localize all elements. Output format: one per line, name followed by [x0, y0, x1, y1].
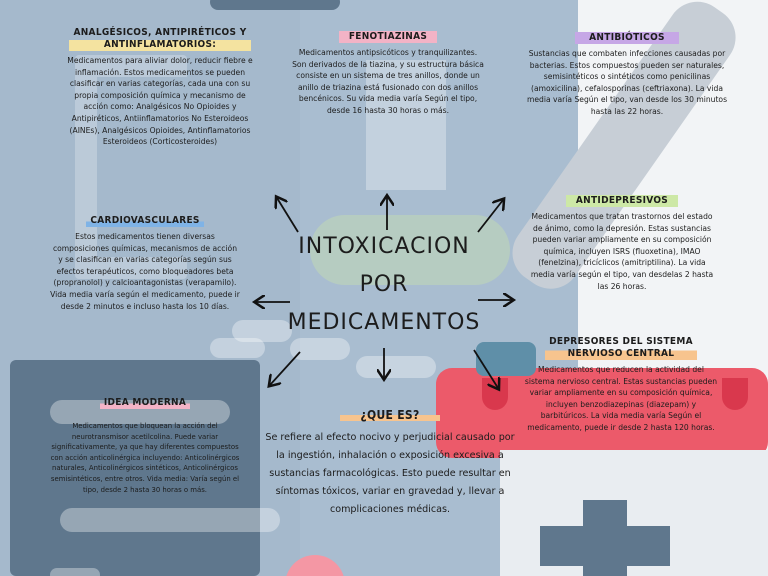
analgesicos-title	[69, 27, 250, 51]
section-que-es	[262, 404, 518, 519]
analgesicos-body: Medicamentos para aliviar dolor, reducir fiebre e inflamación. Estos medicamentos se pueden clasificar en varias categorías, cada una con su propia composición química y mecanismo de acción como: Analgésicos No Opioides y Antipiréticos, Antiinflamatorios No Esteroideos (AINEs), Analgésicos Opioides, Antinflamatorios Esteroideos (Corticosteroides)	[67, 56, 253, 147]
main-title-line3: MEDICAMENTOS	[287, 310, 481, 335]
depresores-title-line1: DEPRESORES DEL SISTEMA	[549, 336, 693, 347]
section-analgesicos	[60, 27, 260, 148]
analgesicos-title-line1: ANALGÉSICOS, ANTIPIRÉTICOS Y	[73, 27, 247, 38]
analgesicos-title-line2: ANTINFLAMATORIOS:	[103, 39, 217, 50]
section-cardiovasculares	[45, 208, 245, 312]
section-depresores	[516, 336, 726, 434]
antidepresivos-title: ANTIDEPRESIVOS	[566, 195, 678, 207]
depresores-title-line2: NERVIOSO CENTRAL	[567, 348, 675, 359]
arrow-down-right	[474, 350, 498, 388]
cardiovasculares-body: Estos medicamentos tienen diversas composiciones químicas, mecanismos de acción y se clasifican en varias categorías según sus efectos terapéuticos, como bloqueadores beta (propranolol) y calcioantagonistas (verapamilo). Vida media varía según el medicamento, puede ir desde 2 minutos e incluso hasta los 10 días.	[50, 232, 240, 311]
main-title-line2: POR	[359, 272, 409, 297]
fenotiazinas-title: FENOTIAZINAS	[339, 31, 437, 43]
antibioticos-body: Sustancias que combaten infecciones causadas por bacterias. Estos compuestos pueden ser naturales, semisintéticos o sintéticos como penicilinas (amoxicilina), cefalosporinas (ceftriaxona). La vida media varía Según el tipo, van desde los 30 minutos hasta las 22 horas.	[526, 49, 728, 116]
arrow-down-left	[270, 352, 300, 385]
depresores-body: Medicamentos que reducen la actividad del sistema nervioso central. Estas sustancias pueden variar ampliamente en su composición química, incluyen benzodiazepinas (diazepam) y barbitúricos. La vida media varía Según el medicamento, puede ir desde 2 hasta 120 horas.	[524, 365, 718, 432]
que-es-body: Se refiere al efecto nocivo y perjudicial causado por la ingestión, inhalación o exposición excesiva a sustancias farmacológicas. Esto puede resultar en síntomas tóxicos, variar en gravedad y, llevar a complicaciones médicas.	[265, 432, 515, 515]
antibioticos-title: ANTIBIÓTICOS	[575, 32, 679, 44]
section-fenotiazinas	[288, 24, 488, 117]
fenotiazinas-body: Medicamentos antipsicóticos y tranquilizantes. Son derivados de la tiazina, y su estructura básica consiste en un sistema de tres anillos, donde un anillo de triazina está fusionado con dos anillos bencénicos. Su vida media varía Según el tipo, desde 16 hasta 30 horas o más.	[292, 48, 484, 115]
cardiovasculares-title: CARDIOVASCULARES	[86, 215, 203, 227]
arrow-up-left	[277, 198, 298, 232]
idea-moderna-title: IDEA MODERNA	[100, 397, 190, 409]
section-idea-moderna	[45, 390, 245, 495]
arrow-up-right	[478, 200, 503, 232]
antidepresivos-body: Medicamentos que tratan trastornos del estado de ánimo, como la depresión. Estas sustancias pueden variar ampliamente en su composición química, incluyen ISRS (fluoxetina), IMAO (fenelzina), tricíclicos (amitriptilina). La vida media varía según el tipo, van desdelas 2 hasta las 26 horas.	[530, 212, 714, 291]
main-title-line1: INTOXICACION	[298, 234, 470, 259]
que-es-title: ¿QUE ES?	[340, 409, 439, 421]
depresores-title	[545, 336, 697, 360]
section-antidepresivos	[522, 188, 722, 292]
section-antibioticos	[522, 25, 732, 118]
idea-moderna-body: Medicamentos que bloquean la acción del neurotransmisor acetilcolina. Puede variar significativamente, ya que hay diferentes compuestos con acción anticolinérgica incluyendo: Anticolinérgicos naturales, Anticolinérgicos sintéticos, Anticolinérgicos semisintéticos, entre otros. Vida media: Varía según el tipo, desde 2 hasta 30 horas o más.	[50, 422, 240, 494]
